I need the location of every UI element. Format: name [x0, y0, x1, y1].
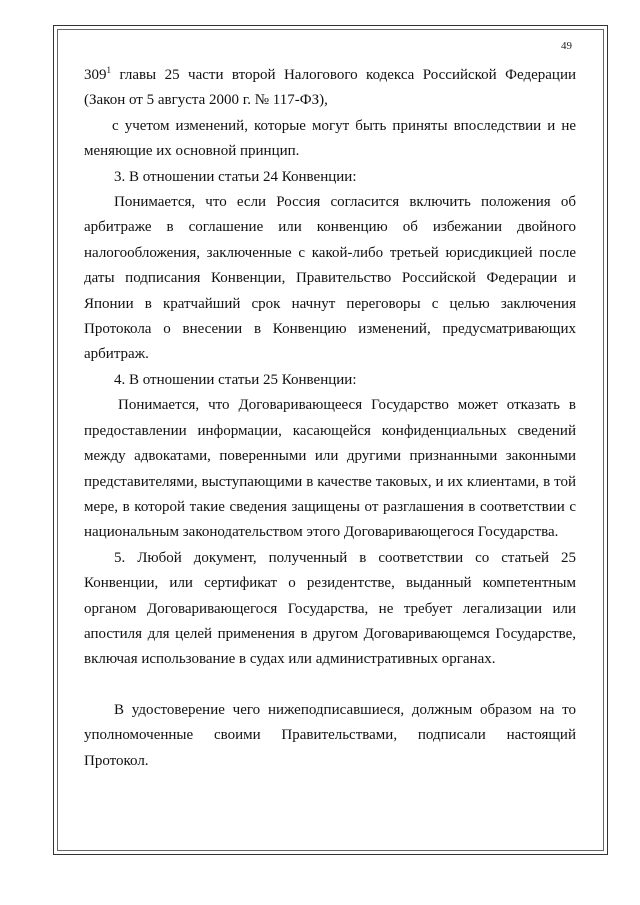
text-line: мере, в которой такие сведения защищены от разглашения в соответствии с — [84, 498, 576, 515]
blank-line — [84, 673, 576, 698]
item-3-paragraph — [84, 190, 576, 368]
document-body — [84, 63, 576, 774]
text-line: (Закон от 5 августа 2000 г. № 117-ФЗ), — [84, 92, 328, 109]
text-line: Протокол. — [84, 752, 149, 769]
closing-paragraph — [84, 698, 576, 774]
text-line: предоставлении информации, касающейся конфиденциальных сведений — [84, 422, 576, 439]
item-5-paragraph — [84, 546, 576, 673]
paragraph-changes — [84, 114, 576, 165]
text-line: меняющие их основной принцип. — [84, 143, 300, 160]
text-line: с учетом изменений, которые могут быть приняты впоследствии и не — [112, 117, 576, 134]
text-line: Протокола о внесении в Конвенцию изменений, предусматривающих — [84, 321, 576, 338]
text-line: представителями, выступающими в качестве таковых, и их клиентами, в той — [84, 473, 576, 490]
text-line: национальным законодательством этого Договаривающегося Государства. — [84, 524, 559, 541]
text-line: 4. В отношении статьи 25 Конвенции: — [114, 371, 357, 388]
text-line: 5. Любой документ, полученный в соответствии со статьей 25 — [114, 549, 576, 566]
text-line: 3. В отношении статьи 24 Конвенции: — [114, 168, 357, 185]
text-line: органом Договаривающегося Государства, не требует легализации или — [84, 600, 576, 617]
text-line: даты подписания Конвенции, Правительство Российской Федерации и — [84, 270, 576, 287]
text-line: арбитраж. — [84, 346, 149, 363]
text-line: Японии в кратчайший срок начнут переговоры с целью заключения — [84, 295, 576, 312]
item-4-paragraph — [84, 393, 576, 545]
text-line: Понимается, что Договаривающееся Государство может отказать в — [118, 397, 576, 414]
text-line: $309^1$ главы 25 части второй Налогового кодекса Российской Федерации — [84, 65, 576, 83]
item-3-heading — [84, 165, 576, 190]
text-line: В удостоверение чего нижеподписавшиеся, должным образом на то — [114, 701, 576, 718]
text-line: апостиля для целей применения в другом Договаривающемся Государстве, — [84, 625, 576, 642]
text-line: включая использование в судах или административных органах. — [84, 651, 496, 668]
text-line: между адвокатами, поверенными или другими признанными законными — [84, 448, 576, 465]
text-line: Конвенции, или сертификат о резидентстве, выданный компетентным — [84, 575, 576, 592]
text-line: Понимается, что если Россия согласится включить положения об — [114, 194, 576, 211]
item-4-heading — [84, 368, 576, 393]
text-line: арбитраже в соглашение или конвенцию об избежании двойного — [84, 219, 576, 236]
paragraph-continuation — [84, 63, 576, 114]
page-number: 49 — [561, 40, 572, 52]
text-line: налогообложения, заключенные с какой-либо третьей юрисдикцией после — [84, 244, 576, 261]
text-line: уполномоченные своими Правительствами, подписали настоящий — [84, 727, 576, 744]
